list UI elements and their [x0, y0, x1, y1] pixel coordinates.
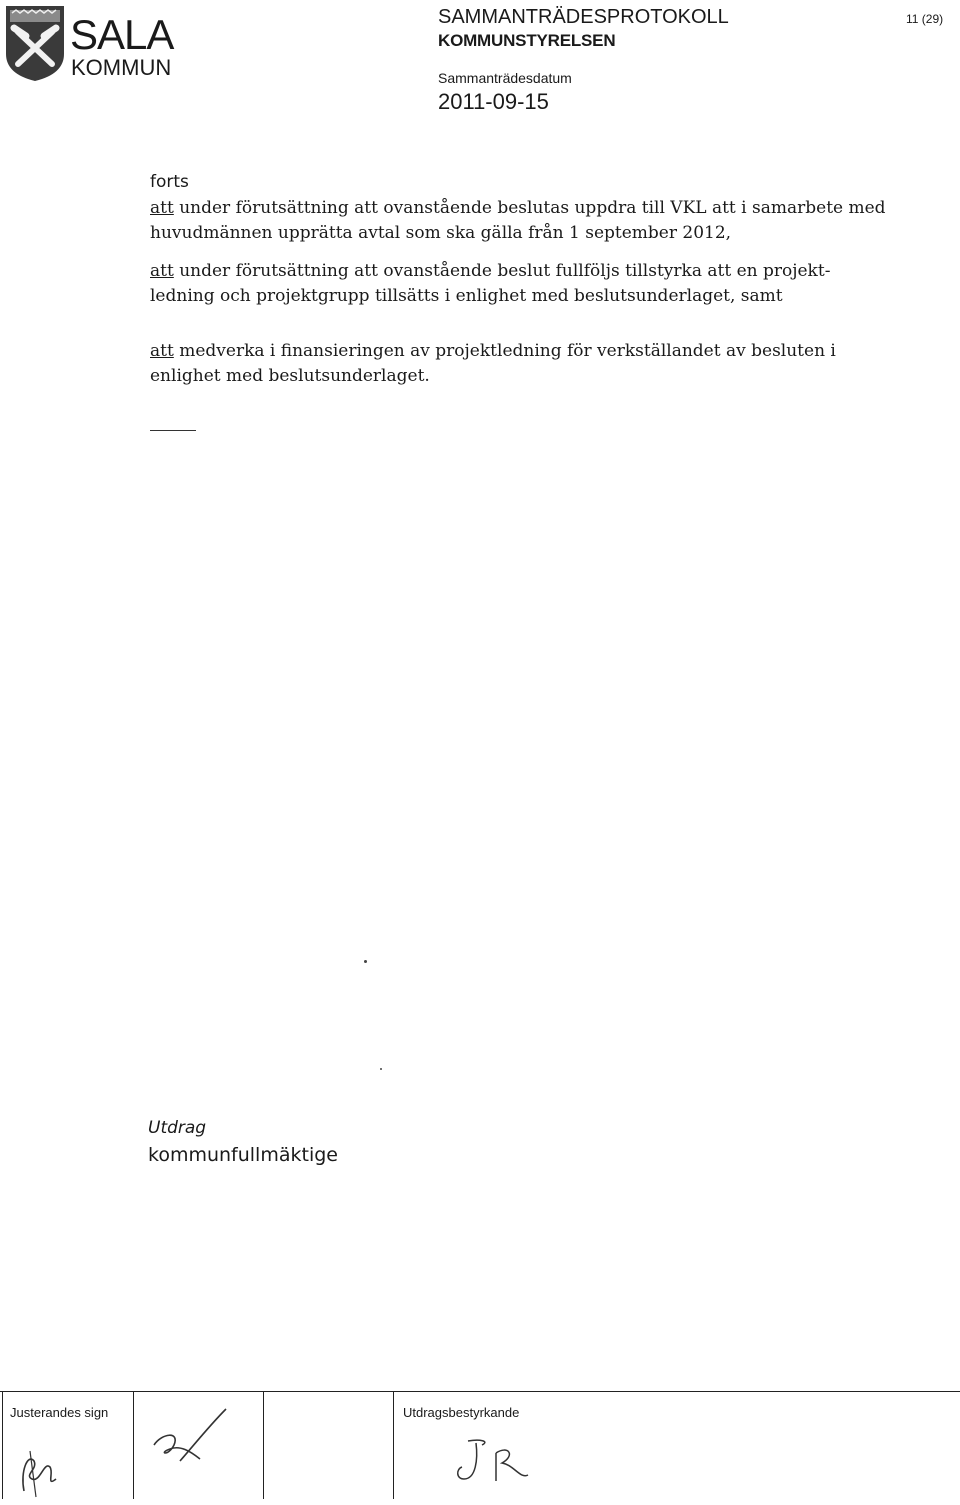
footer-divider [0, 1391, 960, 1392]
paragraph-text: under förutsättning att ovanstående beslutas uppdra till VKL att i samarbete med huvudmännen upprätta avtal som ska gälla från 1 september 2012, [150, 198, 886, 243]
extract-label: Utdrag [148, 1118, 207, 1138]
municipality-logo [4, 2, 194, 84]
footer-column-line [133, 1391, 134, 1499]
meeting-date: 2011-09-15 [438, 89, 549, 114]
signature-footer [0, 1391, 960, 1505]
footer-column-line [2, 1391, 3, 1499]
logo-subtitle: KOMMUN [71, 55, 172, 80]
initials-signature-2 [140, 1405, 230, 1469]
initials-signature-1 [10, 1431, 70, 1499]
decision-paragraph-1 [150, 196, 890, 246]
decision-paragraph-3 [150, 339, 890, 389]
certification-label: Utdragsbestyrkande [403, 1405, 520, 1420]
paragraph-text: medverka i finansieringen av projektledning för verkställandet av besluten i enlighet med beslutsunderlaget. [150, 341, 836, 386]
paragraph-text: under förutsättning att ovanstående beslut fullföljs tillstyrka att en projekt-ledning och projektgrupp tillsätts i enlighet med beslutsunderlaget, samt [150, 261, 831, 306]
document-type: SAMMANTRÄDESPROTOKOLL [438, 6, 729, 28]
footer-column-line [393, 1391, 394, 1499]
scan-speck [380, 1068, 382, 1070]
decision-paragraph-2 [150, 259, 890, 309]
signature-label: Justerandes sign [10, 1405, 109, 1420]
governing-body: KOMMUNSTYRELSEN [438, 31, 616, 50]
logo-name: SALA [70, 11, 174, 58]
footer-column-line [263, 1391, 264, 1499]
att-keyword: att [150, 341, 174, 361]
section-end-rule [150, 430, 196, 431]
att-keyword: att [150, 198, 174, 218]
certification-signature [450, 1435, 540, 1495]
page-number: 11 (29) [906, 12, 944, 26]
meeting-date-label: Sammanträdesdatum [438, 70, 572, 86]
coat-of-arms-icon [4, 2, 66, 82]
att-keyword: att [150, 261, 174, 281]
extract-recipient: kommunfullmäktige [148, 1144, 338, 1166]
scan-speck [364, 960, 367, 963]
continued-marker: forts [150, 172, 189, 192]
